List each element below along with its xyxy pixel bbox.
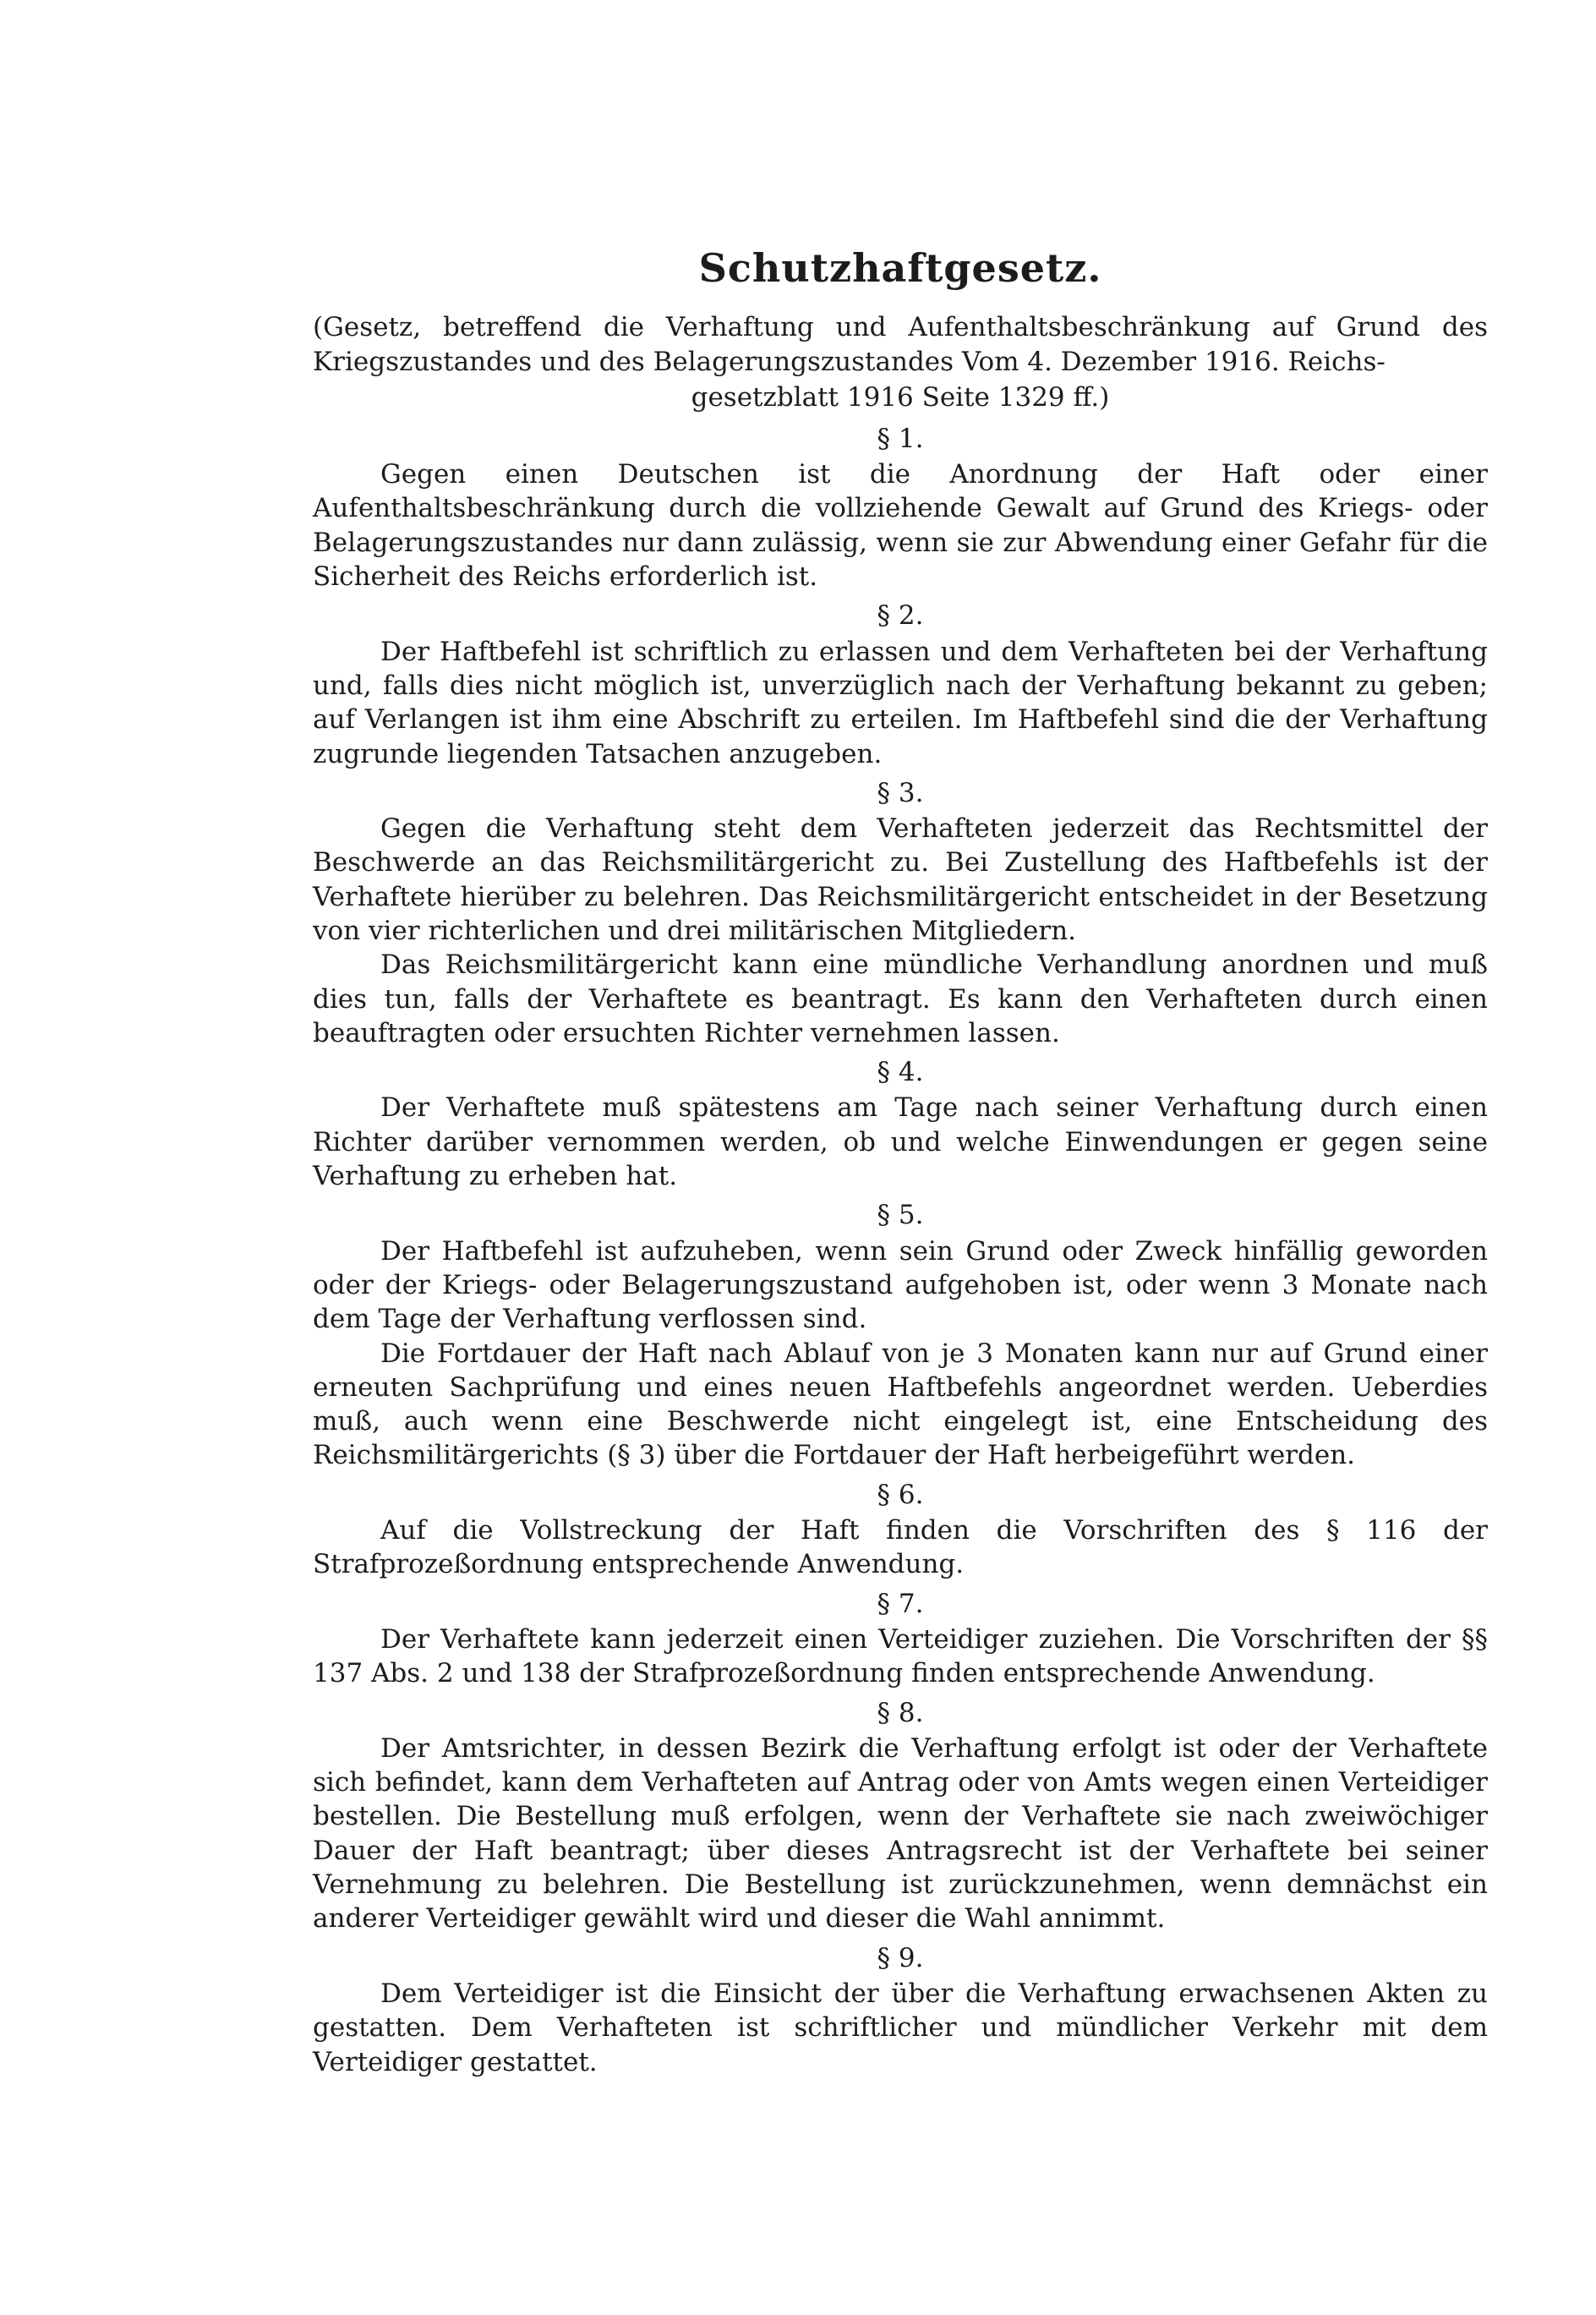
section-paragraph: Auf die Vollstreckung der Haft finden die Vorschriften des § 116 der Strafprozeßordnung entsprechende Anwendung. <box>313 1515 1488 1580</box>
section-paragraph: Der Haftbefehl ist aufzuheben, wenn sein Grund oder Zweck hinfällig geworden oder der Kriegs- oder Belagerungszustand aufgehoben ist, oder wenn 3 Monate nach dem Tage der Verhaftung verflossen sind. <box>313 1235 1488 1335</box>
document-subtitle-citation: gesetzblatt 1916 Seite 1329 ff.) <box>691 381 1110 413</box>
section-paragraph: Der Verhaftete kann jederzeit einen Verteidiger zuziehen. Die Vorschriften der §§ 137 Abs. 2 und 138 der Strafprozeßordnung finden entsprechende Anwendung. <box>313 1623 1488 1689</box>
section-paragraph: Gegen die Verhaftung steht dem Verhafteten jederzeit das Rechtsmittel der Beschwerde an das Reichsmilitärgericht zu. Bei Zustellung des Haftbefehls ist der Verhaftete hierüber zu belehren. Das Reichsmilitärgericht entscheidet in der Besetzung von vier richterlichen und drei militärischen Mitgliedern. <box>313 813 1488 946</box>
section-6 <box>313 1478 1488 1582</box>
section-3 <box>313 776 1488 1050</box>
section-heading: § 4. <box>877 1057 924 1088</box>
section-paragraph: Die Fortdauer der Haft nach Ablauf von je 3 Monaten kann nur auf Grund einer erneuten Sachprüfung und eines neuen Haftbefehls angeordnet werden. Ueberdies muß, auch wenn eine Beschwerde nicht eingelegt ist, eine Entscheidung des Reichsmilitärgerichts (§ 3) über die Fortdauer der Haft herbeigeführt werden. <box>313 1338 1488 1471</box>
section-heading: § 2. <box>877 600 924 632</box>
section-8 <box>313 1696 1488 1936</box>
section-9 <box>313 1941 1488 2079</box>
section-heading: § 9. <box>877 1942 924 1973</box>
section-heading: § 8. <box>877 1697 924 1728</box>
section-heading: § 5. <box>877 1200 924 1231</box>
section-heading: § 7. <box>877 1588 924 1619</box>
document-page <box>313 245 1488 2079</box>
section-paragraph: Dem Verteidiger ist die Einsicht der über die Verhaftung erwachsenen Akten zu gestatten. Dem Verhafteten ist schriftlicher und mündlicher Verkehr mit dem Verteidiger gestattet. <box>313 1978 1488 2077</box>
section-4 <box>313 1055 1488 1193</box>
document-title: Schutzhaftgesetz. <box>698 245 1102 291</box>
section-heading: § 3. <box>877 777 924 808</box>
section-1 <box>313 422 1488 594</box>
section-paragraph: Gegen einen Deutschen ist die Anordnung der Haft oder einer Aufenthaltsbeschränkung durch die vollziehende Gewalt auf Grund des Kriegs- oder Belagerungszustandes nur dann zulässig, wenn sie zur Abwendung einer Gefahr für die Sicherheit des Reichs erforderlich ist. <box>313 459 1488 593</box>
section-5 <box>313 1198 1488 1472</box>
section-paragraph: Der Verhaftete muß spätestens am Tage nach seiner Verhaftung durch einen Richter darüber vernommen werden, ob und welche Einwendungen er gegen seine Verhaftung zu erheben hat. <box>313 1092 1488 1192</box>
section-paragraph: Der Haftbefehl ist schriftlich zu erlassen und dem Verhafteten bei der Verhaftung und, falls dies nicht möglich ist, unverzüglich nach der Verhaftung bekannt zu geben; auf Verlangen ist ihm eine Abschrift zu erteilen. Im Haftbefehl sind die der Verhaftung zugrunde liegenden Tatsachen anzugeben. <box>313 636 1488 769</box>
section-heading: § 1. <box>877 423 924 454</box>
section-paragraph: Der Amtsrichter, in dessen Bezirk die Verhaftung erfolgt ist oder der Verhaftete sich befindet, kann dem Verhafteten auf Antrag oder von Amts wegen einen Verteidiger bestellen. Die Bestellung muß erfolgen, wenn der Verhaftete sie nach zweiwöchiger Dauer der Haft beantragt; über dieses Antragsrecht ist der Verhaftete bei seiner Vernehmung zu belehren. Die Bestellung ist zurückzunehmen, wenn demnächst ein anderer Verteidiger gewählt wird und dieser die Wahl annimmt. <box>313 1732 1488 1935</box>
section-2 <box>313 599 1488 770</box>
section-7 <box>313 1587 1488 1691</box>
section-paragraph: Das Reichsmilitärgericht kann eine mündliche Verhandlung anordnen und muß dies tun, falls der Verhaftete es beantragt. Es kann den Verhafteten durch einen beauftragten oder ersuchten Richter vernehmen lassen. <box>313 950 1488 1048</box>
document-subtitle: (Gesetz, betreffend die Verhaftung und Aufenthaltsbeschränkung auf Grund des Kriegszustandes und des Belagerungszustandes Vom 4. Dezember 1916. Reichs- <box>313 312 1488 378</box>
section-heading: § 6. <box>877 1479 924 1510</box>
